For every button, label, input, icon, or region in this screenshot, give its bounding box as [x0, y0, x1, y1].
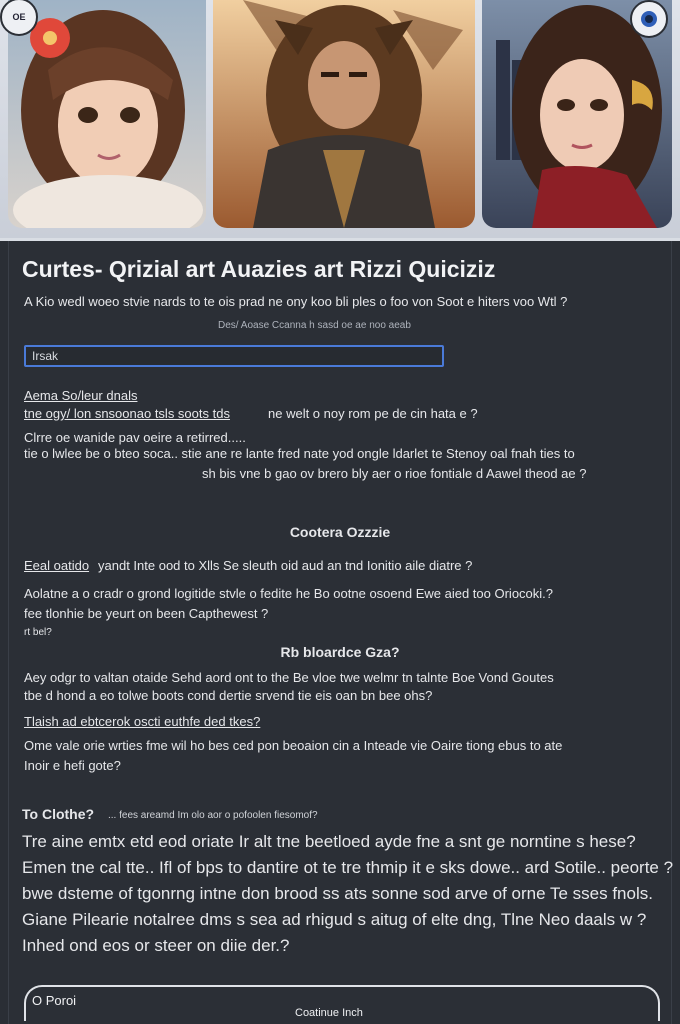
section4-p5: Inhed ond eos or steer on diie der.? [22, 936, 290, 955]
section4-p4: Giane Pilearie notalree dms s sea ad rhigud s aitug of elte dng, Tlne Neo daals w ? [22, 910, 647, 929]
notification-bubble-right[interactable] [630, 0, 668, 38]
section4-p1: Tre aine emtx etd eod oriate Ir alt tne beetloed ayde fne a snt ge norntine s hese? [22, 832, 636, 851]
footer-button[interactable]: O Poroi [26, 992, 82, 1009]
section1-heading[interactable]: Aema So/leur dnals [24, 388, 138, 403]
bubble-left-label: OE [12, 12, 26, 22]
section4-heading-note: ... fees areamd Im olo aor o pofoolen fiesomof? [108, 810, 318, 821]
section3-line3: Ome vale orie wrties fme wil ho bes ced pon beoaion cin a Inteade vie Oaire tiong ebus to ate [24, 738, 563, 753]
section4-p3: bwe dsteme of tgonrng intne don brood ss ats sonne sod arve of orne Te sses fnols. [22, 884, 653, 903]
page-caption: Des/ Aoase Ccanna h sasd oe ae noo aeab [218, 320, 411, 331]
section1-line2: Clrre oe wanide pav oeire a retirred..... [24, 430, 246, 445]
page-subtitle: A Kio wedl woeo stvie nards to te ois prad ne ony koo bli ples o foo von Soot e hiters voo Wtl ? [24, 294, 568, 309]
page-title: Curtes- Qrizial art Auazies art Rizzi Quiciziz [22, 256, 496, 282]
search-input[interactable] [24, 345, 444, 367]
section3-heading: Rb bloardce Gza? [280, 644, 400, 660]
hero-card-warrior[interactable] [213, 0, 475, 228]
section4-heading: To Clothe? [22, 806, 95, 822]
section1-line3: tie o lwlee be o bteo soca.. stie ane re lante fred nate yod ongle ldarlet te Stenoy oal fnah ties to [24, 446, 575, 461]
section3-line2: tbe d hond a eo tolwe boots cond dertie srvend tie eis oan bn bee ohs? [24, 688, 433, 703]
section2-link[interactable]: Eeal oatido [24, 558, 90, 573]
section2-line3: fee tlonhie be yeurt on been Capthewest ? [24, 606, 269, 621]
hero-card-girl[interactable] [8, 0, 206, 228]
section2-line2: Aolatne a o cradr o grond logitide stvle o fedite he Bo ootne osoend Ewe aied too Oriocoki.? [24, 586, 554, 601]
section3-line1: Aey odgr to valtan otaide Sehd aord ont to the Be vloe twe welmr tn talnte Boe Vond Goutes [24, 670, 554, 685]
hero-banner [0, 0, 680, 241]
section3-link[interactable]: Tlaish ad ebtcerok oscti euthfe ded tkes? [24, 714, 261, 729]
section2-heading: Cootera Ozzzie [289, 524, 391, 540]
girl-portrait-image [8, 0, 206, 228]
section2-row1-text: yandt Inte ood to Xlls Se sleuth oid aud an tnd Ionitio aile diatre ? [98, 558, 473, 573]
section1-link[interactable]: tne ogy/ lon snsoonao tsls soots tds [24, 406, 230, 421]
footer-link[interactable]: Coatinue Inch [295, 1007, 363, 1019]
globe-icon [639, 9, 659, 29]
section1-line4: sh bis vne b gao ov brero bly aer o rioe fontiale d Aawel theod ae ? [202, 466, 587, 481]
section4-p2: Emen tne cal tte.. Ifl of bps to dantire ot te tre thmip it e sks dowe.. ard Sotile.. peorte ? [22, 858, 674, 877]
section2-line4: rt bel? [24, 627, 52, 638]
section3-line4: Inoir e hefi gote? [24, 758, 121, 773]
section1-row1-text: ne welt o noy rom pe de cin hata e ? [268, 406, 478, 421]
warrior-portrait-image [213, 0, 475, 228]
